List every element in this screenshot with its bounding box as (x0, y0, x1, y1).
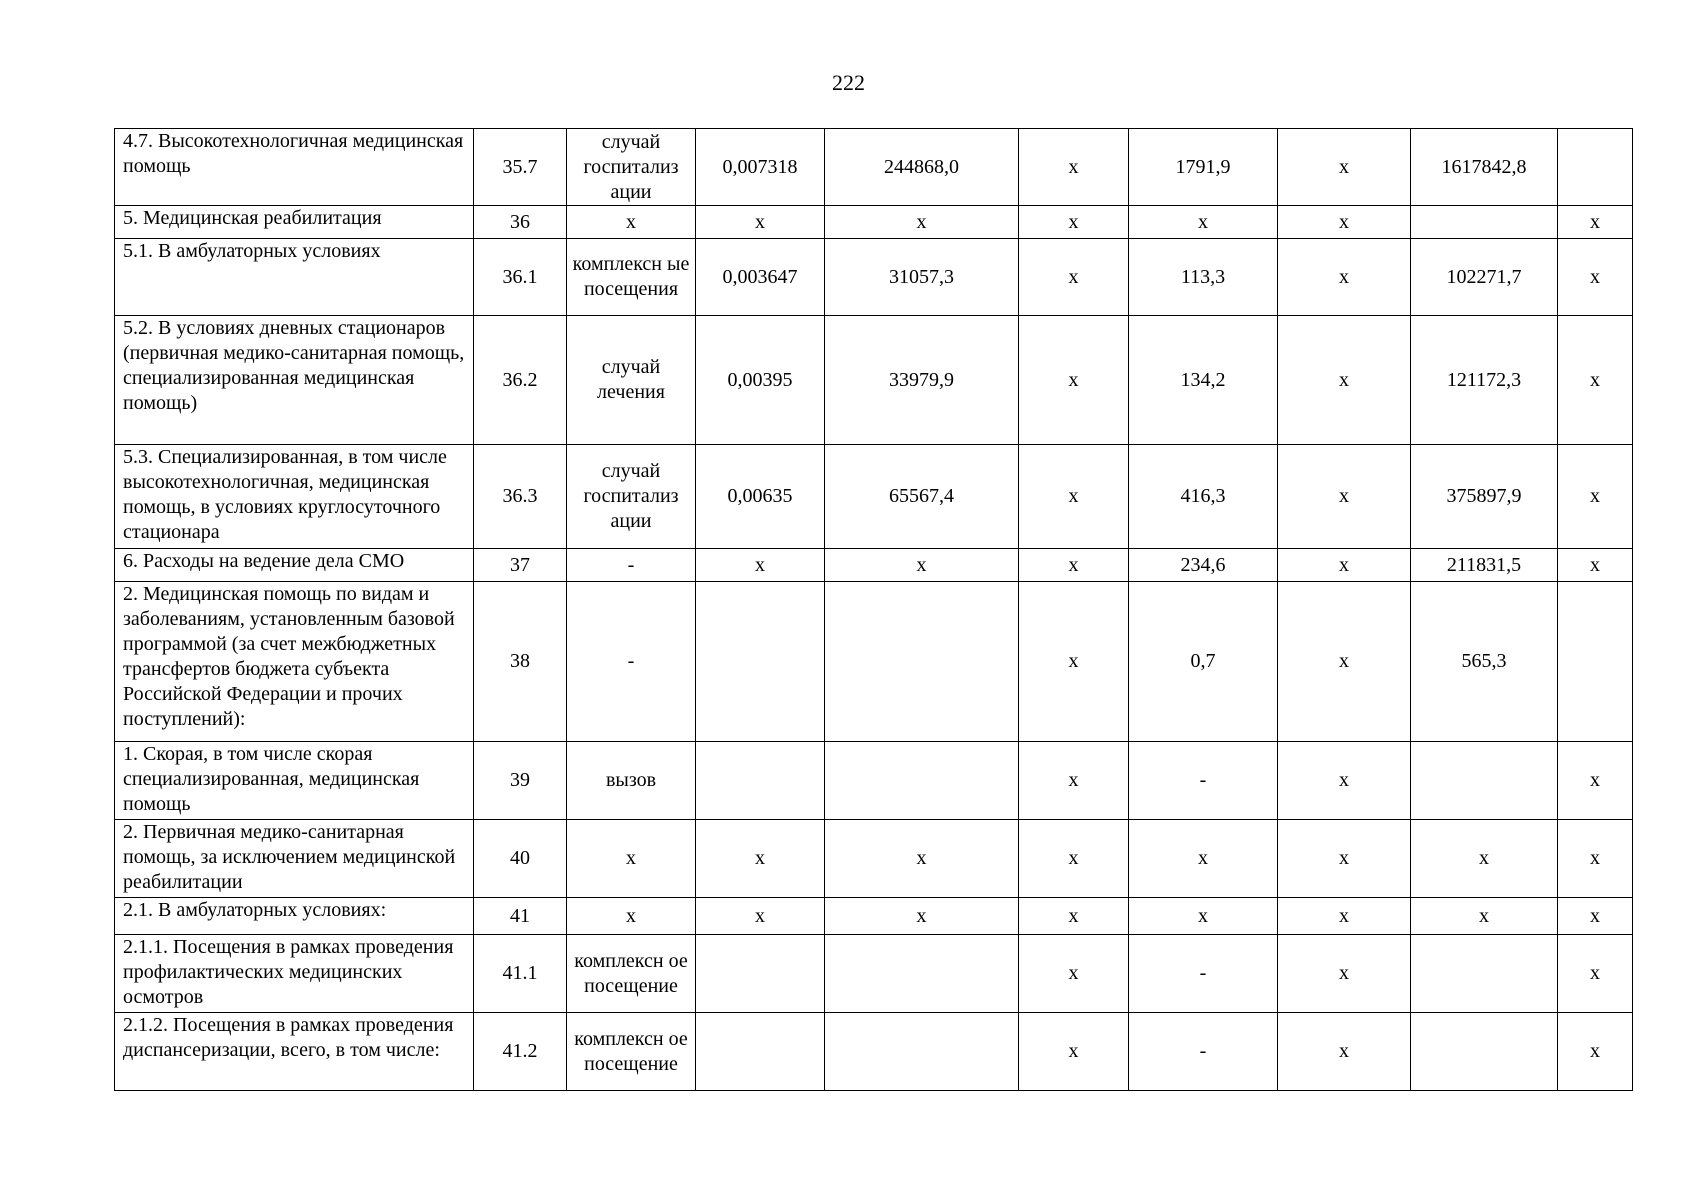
row-cost-cell: 31057,3 (825, 239, 1019, 316)
row-col10-cell: х (1558, 445, 1633, 549)
row-col7-cell: 416,3 (1129, 445, 1278, 549)
row-col8-cell: х (1278, 549, 1411, 582)
row-cost-cell (825, 1013, 1019, 1091)
row-col8-cell: х (1278, 129, 1411, 206)
row-code-cell: 36.3 (474, 445, 567, 549)
row-col7-cell: х (1129, 206, 1278, 239)
data-table (114, 128, 1633, 1091)
row-col10-cell: х (1558, 316, 1633, 445)
row-name-cell: 2.1.2. Посещения в рамках проведения диспансеризации, всего, в том числе: (115, 1013, 474, 1091)
row-col9-cell: 1617842,8 (1411, 129, 1558, 206)
row-col8-cell: х (1278, 820, 1411, 898)
row-col7-cell: 113,3 (1129, 239, 1278, 316)
row-col8-cell: х (1278, 742, 1411, 820)
page-number: 222 (832, 70, 865, 95)
row-cost-cell: 244868,0 (825, 129, 1019, 206)
row-unit-cell: случай лечения (567, 316, 696, 445)
row-code-cell: 36 (474, 206, 567, 239)
row-unit-cell: комплексн ые посещения (567, 239, 696, 316)
row-col9-cell: 375897,9 (1411, 445, 1558, 549)
table-row (115, 898, 1633, 935)
row-col8-cell: х (1278, 206, 1411, 239)
row-col9-cell: 102271,7 (1411, 239, 1558, 316)
row-col6-cell: х (1019, 582, 1129, 742)
row-name-cell: 5. Медицинская реабилитация (115, 206, 474, 239)
row-norm-cell: 0,00635 (696, 445, 825, 549)
row-name-cell: 2. Первичная медико-санитарная помощь, за исключением медицинской реабилитации (115, 820, 474, 898)
row-name-cell: 2.1.1. Посещения в рамках проведения профилактических медицинских осмотров (115, 935, 474, 1013)
row-col10-cell: х (1558, 1013, 1633, 1091)
row-col8-cell: х (1278, 445, 1411, 549)
row-col10-cell: х (1558, 820, 1633, 898)
row-col6-cell: х (1019, 935, 1129, 1013)
row-code-cell: 41.2 (474, 1013, 567, 1091)
row-col6-cell: х (1019, 206, 1129, 239)
row-name-cell: 5.2. В условиях дневных стационаров (первичная медико-санитарная помощь, специализированная медицинская помощь) (115, 316, 474, 445)
row-col7-cell: х (1129, 898, 1278, 935)
row-norm-cell: х (696, 820, 825, 898)
row-col7-cell: 0,7 (1129, 582, 1278, 742)
row-code-cell: 38 (474, 582, 567, 742)
row-col10-cell (1558, 582, 1633, 742)
table-row (115, 549, 1633, 582)
row-cost-cell (825, 742, 1019, 820)
table-row (115, 445, 1633, 549)
row-col6-cell: х (1019, 1013, 1129, 1091)
row-col9-cell: х (1411, 820, 1558, 898)
row-unit-cell: комплексн ое посещение (567, 1013, 696, 1091)
row-col9-cell: х (1411, 898, 1558, 935)
table-row (115, 742, 1633, 820)
row-col7-cell: - (1129, 935, 1278, 1013)
row-col10-cell: х (1558, 549, 1633, 582)
row-norm-cell: х (696, 898, 825, 935)
table-row (115, 239, 1633, 316)
row-norm-cell: х (696, 206, 825, 239)
table-row (115, 1013, 1633, 1091)
row-col6-cell: х (1019, 445, 1129, 549)
row-unit-cell: х (567, 898, 696, 935)
row-unit-cell: случай госпитализ ации (567, 129, 696, 206)
row-col9-cell (1411, 206, 1558, 239)
row-col10-cell: х (1558, 935, 1633, 1013)
row-col7-cell: 134,2 (1129, 316, 1278, 445)
row-code-cell: 40 (474, 820, 567, 898)
row-col10-cell: х (1558, 206, 1633, 239)
row-col8-cell: х (1278, 1013, 1411, 1091)
row-code-cell: 35.7 (474, 129, 567, 206)
row-unit-cell: вызов (567, 742, 696, 820)
row-col8-cell: х (1278, 239, 1411, 316)
row-col9-cell (1411, 935, 1558, 1013)
row-col7-cell: 1791,9 (1129, 129, 1278, 206)
row-cost-cell: 65567,4 (825, 445, 1019, 549)
row-col9-cell (1411, 742, 1558, 820)
row-col6-cell: х (1019, 820, 1129, 898)
row-unit-cell: комплексн ое посещение (567, 935, 696, 1013)
table-row (115, 582, 1633, 742)
row-col7-cell: 234,6 (1129, 549, 1278, 582)
table-row (115, 206, 1633, 239)
row-name-cell: 5.3. Специализированная, в том числе высокотехнологичная, медицинская помощь, в условиях круглосуточного стационара (115, 445, 474, 549)
row-norm-cell (696, 742, 825, 820)
row-col9-cell: 565,3 (1411, 582, 1558, 742)
row-col6-cell: х (1019, 129, 1129, 206)
row-unit-cell: - (567, 549, 696, 582)
row-cost-cell: х (825, 898, 1019, 935)
row-name-cell: 2.1. В амбулаторных условиях: (115, 898, 474, 935)
row-unit-cell: - (567, 582, 696, 742)
row-col8-cell: х (1278, 935, 1411, 1013)
row-col8-cell: х (1278, 316, 1411, 445)
row-norm-cell: 0,007318 (696, 129, 825, 206)
row-norm-cell (696, 1013, 825, 1091)
row-norm-cell: 0,00395 (696, 316, 825, 445)
row-norm-cell (696, 582, 825, 742)
row-col9-cell: 211831,5 (1411, 549, 1558, 582)
table-row (115, 935, 1633, 1013)
row-code-cell: 39 (474, 742, 567, 820)
row-col6-cell: х (1019, 239, 1129, 316)
row-col10-cell: х (1558, 742, 1633, 820)
row-col8-cell: х (1278, 582, 1411, 742)
row-col6-cell: х (1019, 549, 1129, 582)
row-col6-cell: х (1019, 898, 1129, 935)
row-col7-cell: - (1129, 1013, 1278, 1091)
table-row (115, 129, 1633, 206)
row-cost-cell: х (825, 820, 1019, 898)
row-cost-cell: х (825, 549, 1019, 582)
row-col7-cell: х (1129, 820, 1278, 898)
row-cost-cell (825, 935, 1019, 1013)
row-name-cell: 1. Скорая, в том числе скорая специализированная, медицинская помощь (115, 742, 474, 820)
row-norm-cell: 0,003647 (696, 239, 825, 316)
row-cost-cell (825, 582, 1019, 742)
row-col9-cell: 121172,3 (1411, 316, 1558, 445)
table-row (115, 820, 1633, 898)
row-code-cell: 41.1 (474, 935, 567, 1013)
row-cost-cell: х (825, 206, 1019, 239)
row-col8-cell: х (1278, 898, 1411, 935)
row-col10-cell (1558, 129, 1633, 206)
row-col6-cell: х (1019, 316, 1129, 445)
row-name-cell: 6. Расходы на ведение дела СМО (115, 549, 474, 582)
row-unit-cell: случай госпитализ ации (567, 445, 696, 549)
row-unit-cell: х (567, 206, 696, 239)
row-cost-cell: 33979,9 (825, 316, 1019, 445)
row-col9-cell (1411, 1013, 1558, 1091)
row-col10-cell: х (1558, 239, 1633, 316)
row-col7-cell: - (1129, 742, 1278, 820)
row-name-cell: 5.1. В амбулаторных условиях (115, 239, 474, 316)
row-code-cell: 37 (474, 549, 567, 582)
row-name-cell: 2. Медицинская помощь по видам и заболеваниям, установленным базовой программой (за счет межбюджетных трансфертов бюджета субъекта Российской Федерации и прочих поступлений): (115, 582, 474, 742)
row-unit-cell: х (567, 820, 696, 898)
row-name-cell: 4.7. Высокотехнологичная медицинская помощь (115, 129, 474, 206)
row-code-cell: 36.2 (474, 316, 567, 445)
row-norm-cell: х (696, 549, 825, 582)
table-row (115, 316, 1633, 445)
row-code-cell: 36.1 (474, 239, 567, 316)
row-code-cell: 41 (474, 898, 567, 935)
row-col6-cell: х (1019, 742, 1129, 820)
row-norm-cell (696, 935, 825, 1013)
row-col10-cell: х (1558, 898, 1633, 935)
